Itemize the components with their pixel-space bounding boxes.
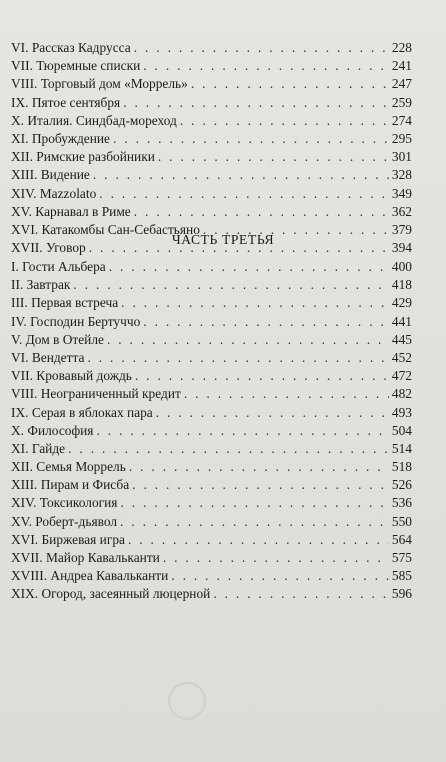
- dot-leader: [121, 294, 389, 312]
- dot-leader: [135, 367, 389, 385]
- dot-leader: [143, 57, 389, 75]
- toc-entry-title: IX. Пятое сентября: [11, 94, 121, 110]
- toc-entry: [11, 367, 412, 385]
- toc-entry-page: 362: [391, 203, 412, 219]
- toc-entry: [11, 404, 412, 422]
- dot-leader: [73, 276, 388, 294]
- toc-entry-page: 472: [391, 368, 412, 384]
- toc-entry-page: 518: [391, 459, 412, 475]
- toc-entry: [11, 440, 412, 458]
- toc-entry-title: VII. Кровавый дождь: [11, 368, 132, 384]
- dot-leader: [109, 258, 389, 276]
- toc-entry-page: 429: [391, 295, 412, 311]
- toc-entry: [11, 494, 412, 512]
- toc-entry: [11, 276, 412, 294]
- toc-entry: [11, 349, 412, 367]
- toc-entry-title: XI. Гайде: [11, 440, 66, 456]
- show-through-age-badge: [168, 682, 206, 720]
- toc-entry-title: IX. Серая в яблоках пара: [11, 404, 153, 420]
- toc-entry: [11, 166, 412, 184]
- toc-entry: [11, 585, 412, 603]
- dot-leader: [128, 531, 389, 549]
- toc-entry-title: VII. Тюремные списки: [11, 58, 141, 74]
- dot-leader: [68, 440, 389, 458]
- toc-entry-title: XIV. Токсикология: [11, 495, 118, 511]
- toc-entry: [11, 385, 412, 403]
- toc-entry-page: 482: [391, 386, 412, 402]
- toc-entry-page: 514: [391, 440, 412, 456]
- toc-entry-title: XV. Карнавал в Риме: [11, 203, 131, 219]
- toc-entry-title: IV. Господин Бертуччо: [11, 313, 141, 329]
- toc-entry-page: 585: [391, 568, 412, 584]
- toc-entry-title: X. Италия. Синдбад-мореход: [11, 112, 177, 128]
- toc-entry-page: 274: [391, 112, 412, 128]
- toc-entry-page: 394: [391, 240, 412, 256]
- toc-entry: [11, 203, 412, 221]
- toc-entry: [11, 39, 412, 57]
- toc-entry-page: 564: [391, 531, 412, 547]
- toc-entry-title: XIX. Огород, засеянный люцерной: [11, 586, 211, 602]
- toc-entry: [11, 294, 412, 312]
- toc-entry-page: 441: [391, 313, 412, 329]
- toc-entry-title: XI. Пробуждение: [11, 130, 110, 146]
- toc-entry: [11, 331, 412, 349]
- dot-leader: [96, 422, 388, 440]
- toc-entry-title: V. Дом в Отейле: [11, 331, 104, 347]
- toc-entry: [11, 258, 412, 276]
- toc-entry-title: I. Гости Альбера: [11, 259, 106, 274]
- toc-entry: [11, 112, 412, 130]
- toc-entry: [11, 185, 412, 203]
- toc-entry-page: 301: [391, 149, 412, 165]
- dot-leader: [213, 585, 389, 603]
- dot-leader: [129, 458, 389, 476]
- toc-entry: [11, 313, 412, 331]
- dot-leader: [163, 549, 389, 567]
- dot-leader: [184, 385, 389, 403]
- dot-leader: [143, 313, 389, 331]
- toc-entry-page: 445: [391, 331, 412, 347]
- toc-entry-page: 328: [391, 167, 412, 183]
- toc-entry-title: X. Философия: [11, 422, 94, 438]
- dot-leader: [132, 476, 389, 494]
- dot-leader: [123, 94, 389, 112]
- toc-entry-page: 400: [391, 259, 412, 274]
- toc-entry: [11, 476, 412, 494]
- toc-entry-page: 349: [391, 185, 412, 201]
- dot-leader: [99, 185, 389, 203]
- toc-entry-page: 493: [391, 404, 412, 420]
- dot-leader: [134, 39, 389, 57]
- toc-entry-page: 575: [391, 550, 412, 565]
- toc-entry-page: 295: [391, 130, 412, 146]
- toc-entry: [11, 75, 412, 93]
- dot-leader: [120, 494, 388, 512]
- toc-entry-title: XIV. Mazzolato: [11, 185, 97, 201]
- dot-leader: [93, 166, 389, 184]
- toc-entry-title: XVIII. Андреа Кавальканти: [11, 568, 169, 584]
- toc-entry-title: XIII. Пирам и Фисба: [11, 477, 130, 493]
- dot-leader: [107, 331, 389, 349]
- toc-entry-page: 452: [391, 349, 412, 365]
- toc-entry: [11, 57, 412, 75]
- toc-entry-page: 379: [391, 221, 412, 237]
- dot-leader: [87, 349, 388, 367]
- toc-entry-title: XV. Роберт-дьявол: [11, 513, 118, 529]
- toc-entry: [11, 567, 412, 585]
- toc-entry-title: VI. Рассказ Кадрусса: [11, 40, 131, 55]
- toc-entry: [11, 130, 412, 148]
- toc-entry: [11, 148, 412, 166]
- dot-leader: [156, 404, 389, 422]
- toc-entry-page: 259: [391, 94, 412, 110]
- toc-entry-title: II. Завтрак: [11, 277, 71, 293]
- toc-entry-page: 247: [391, 76, 412, 92]
- toc-entry: [11, 422, 412, 440]
- toc-entry: [11, 549, 412, 567]
- toc-entry-title: XVII. Майор Кавальканти: [11, 550, 160, 565]
- toc-entry-page: 241: [391, 58, 412, 74]
- toc-entry-title: III. Первая встреча: [11, 295, 119, 311]
- dot-leader: [180, 112, 389, 130]
- toc-entry-title: VIII. Неограниченный кредит: [11, 386, 181, 402]
- toc-entry-title: XVII. Уговор: [11, 240, 86, 256]
- dot-leader: [191, 75, 389, 93]
- toc-entry-page: 418: [391, 277, 412, 293]
- toc-entry-page: 536: [391, 495, 412, 511]
- toc-entry-page: 228: [391, 40, 412, 55]
- toc-entry-title: XVI. Биржевая игра: [11, 531, 125, 547]
- toc-entry: [11, 531, 412, 549]
- toc-entry: [11, 94, 412, 112]
- toc-entry-title: XIII. Видение: [11, 167, 90, 183]
- toc-entry: [11, 458, 412, 476]
- dot-leader: [120, 513, 389, 531]
- toc-entry-page: 550: [391, 513, 412, 529]
- toc-entry: [11, 513, 412, 531]
- dot-leader: [134, 203, 389, 221]
- toc-part-two-tail: [11, 39, 412, 257]
- toc-entry-title: XVI. Катакомбы Сан-Себастьяно: [11, 221, 200, 237]
- dot-leader: [171, 567, 389, 585]
- dot-leader: [158, 148, 389, 166]
- toc-entry-page: 504: [391, 422, 412, 438]
- part-three-heading: ЧАСТЬ ТРЕТЬЯ: [171, 232, 275, 247]
- toc-entry-title: XII. Семья Моррель: [11, 459, 126, 475]
- toc-entry-title: XII. Римские разбойники: [11, 149, 155, 165]
- toc-part-three: [11, 258, 412, 604]
- toc-entry-page: 596: [391, 586, 412, 602]
- dot-leader: [113, 130, 389, 148]
- toc-entry-title: VIII. Торговый дом «Моррель»: [11, 76, 188, 92]
- toc-entry-title: VI. Вендетта: [11, 349, 85, 365]
- toc-entry-page: 526: [391, 477, 412, 493]
